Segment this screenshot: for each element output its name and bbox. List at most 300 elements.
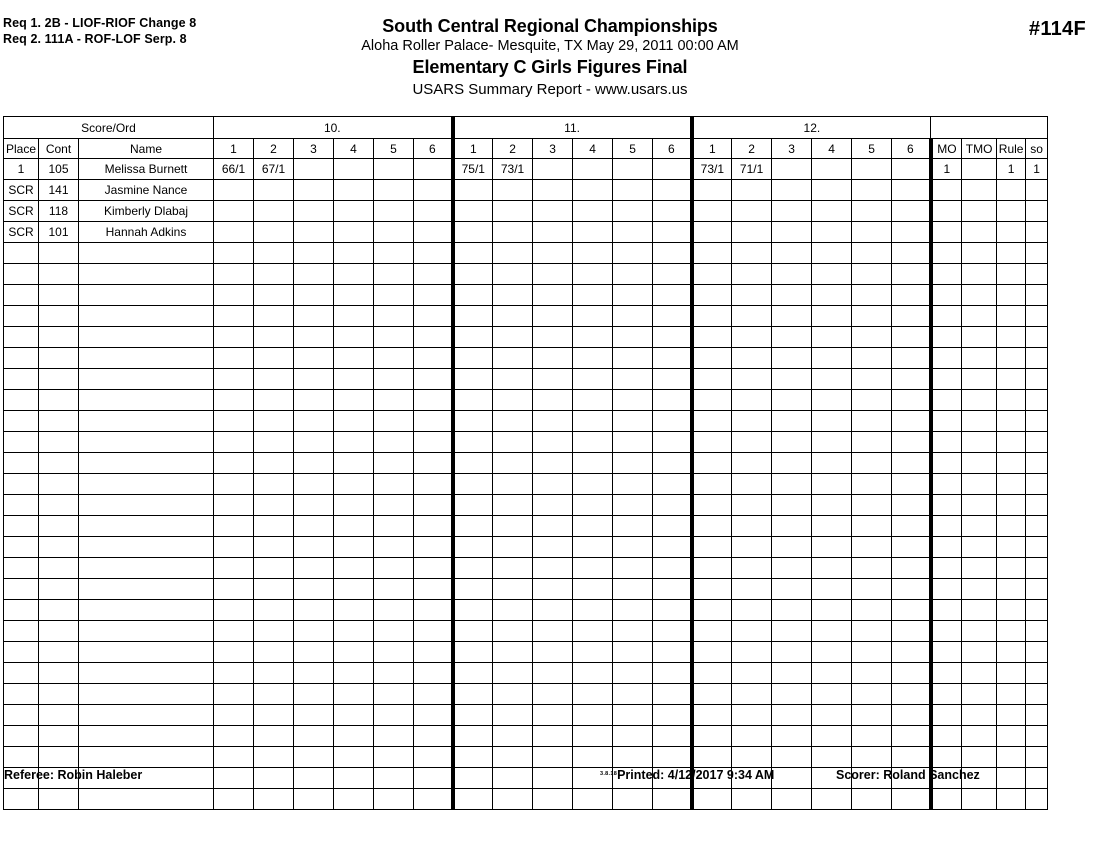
scorer-label: Scorer: Roland Sanchez	[836, 768, 980, 782]
cell-so	[1026, 348, 1048, 369]
cell-mo	[931, 747, 962, 768]
cell-score-1-2	[254, 243, 294, 264]
cell-score-3-4	[812, 243, 852, 264]
cell-score-1-5	[374, 579, 414, 600]
cell-rule	[997, 348, 1026, 369]
cell-place	[4, 453, 39, 474]
table-row-empty[interactable]	[4, 411, 1048, 432]
cell-mo	[931, 432, 962, 453]
cell-score-1-4	[334, 684, 374, 705]
cell-score-1-5	[374, 201, 414, 222]
meet-title: South Central Regional Championships	[382, 16, 718, 36]
cell-score-1-5	[374, 726, 414, 747]
cell-rule	[997, 369, 1026, 390]
cell-score-1-4	[334, 285, 374, 306]
cell-score-1-4	[334, 705, 374, 726]
cell-score-2-2	[493, 726, 533, 747]
cell-score-1-5	[374, 789, 414, 810]
report-subtitle: USARS Summary Report - www.usars.us	[412, 81, 688, 98]
cell-score-3-1	[692, 243, 732, 264]
cell-score-2-3	[533, 159, 573, 180]
cell-score-3-6	[892, 579, 931, 600]
cell-so	[1026, 579, 1048, 600]
cell-score-3-4	[812, 642, 852, 663]
cell-score-2-6	[653, 369, 692, 390]
table-row-empty[interactable]	[4, 453, 1048, 474]
cell-score-3-2	[732, 705, 772, 726]
print-info	[600, 768, 774, 782]
cell-score-3-2	[732, 789, 772, 810]
cell-score-3-1	[692, 684, 732, 705]
cell-score-2-4	[573, 705, 613, 726]
cell-score-2-2	[493, 306, 533, 327]
cell-score-1-2	[254, 705, 294, 726]
cell-cont	[39, 600, 79, 621]
cell-score-3-1	[692, 789, 732, 810]
cell-score-3-5	[852, 684, 892, 705]
table-row-empty[interactable]	[4, 390, 1048, 411]
cell-score-1-6	[414, 432, 453, 453]
cell-tmo	[962, 348, 997, 369]
cell-tmo	[962, 369, 997, 390]
cell-mo: 1	[931, 159, 962, 180]
column-header-cont: Cont	[39, 139, 79, 159]
table-row-empty[interactable]	[4, 243, 1048, 264]
table-row-empty[interactable]	[4, 663, 1048, 684]
column-header-name: Name	[79, 139, 214, 159]
table-row-empty[interactable]	[4, 369, 1048, 390]
cell-score-3-4	[812, 705, 852, 726]
cell-score-3-3	[772, 390, 812, 411]
cell-score-3-4	[812, 558, 852, 579]
cell-name: Melissa Burnett	[79, 159, 214, 180]
table-row-empty[interactable]	[4, 600, 1048, 621]
cell-score-2-4	[573, 369, 613, 390]
table-row-empty[interactable]	[4, 747, 1048, 768]
cell-score-3-3	[772, 243, 812, 264]
cell-score-2-5	[613, 747, 653, 768]
cell-so	[1026, 747, 1048, 768]
cell-score-1-6	[414, 621, 453, 642]
cell-score-3-5	[852, 474, 892, 495]
table-row-empty[interactable]	[4, 306, 1048, 327]
cell-score-3-6	[892, 285, 931, 306]
table-row-empty[interactable]	[4, 432, 1048, 453]
cell-score-2-1	[453, 201, 493, 222]
cell-score-3-4	[812, 726, 852, 747]
cell-score-1-1	[214, 537, 254, 558]
cell-score-1-3	[294, 285, 334, 306]
cell-score-3-3	[772, 306, 812, 327]
cell-score-1-4	[334, 453, 374, 474]
cell-score-2-3	[533, 684, 573, 705]
cell-score-1-6	[414, 474, 453, 495]
cell-tmo	[962, 579, 997, 600]
cell-tmo	[962, 432, 997, 453]
cell-score-2-5	[613, 600, 653, 621]
cell-rule	[997, 285, 1026, 306]
cell-score-2-6	[653, 432, 692, 453]
cell-score-2-2	[493, 684, 533, 705]
cell-place: SCR	[4, 180, 39, 201]
cell-name	[79, 579, 214, 600]
cell-cont	[39, 495, 79, 516]
cell-score-2-3	[533, 579, 573, 600]
table-row-empty[interactable]	[4, 558, 1048, 579]
cell-rule	[997, 390, 1026, 411]
cell-cont: 105	[39, 159, 79, 180]
table-row-empty[interactable]	[4, 516, 1048, 537]
cell-mo	[931, 327, 962, 348]
cell-score-3-6	[892, 705, 931, 726]
cell-score-2-3	[533, 180, 573, 201]
cell-cont	[39, 747, 79, 768]
table-row-empty[interactable]	[4, 537, 1048, 558]
cell-name	[79, 243, 214, 264]
cell-score-3-4	[812, 222, 852, 243]
cell-name	[79, 684, 214, 705]
cell-score-2-5	[613, 159, 653, 180]
cell-score-2-6	[653, 453, 692, 474]
cell-score-3-4	[812, 432, 852, 453]
column-header-row	[4, 139, 1048, 159]
table-row-empty[interactable]	[4, 684, 1048, 705]
table-row-empty[interactable]	[4, 789, 1048, 810]
table-row[interactable]	[4, 159, 1048, 180]
cell-score-1-4	[334, 432, 374, 453]
cell-score-1-4	[334, 663, 374, 684]
table-row[interactable]	[4, 201, 1048, 222]
cell-score-3-6	[892, 516, 931, 537]
cell-score-3-3	[772, 495, 812, 516]
cell-score-3-5	[852, 201, 892, 222]
cell-score-2-2	[493, 558, 533, 579]
table-row[interactable]	[4, 222, 1048, 243]
cell-mo	[931, 411, 962, 432]
cell-score-1-1	[214, 600, 254, 621]
cell-mo	[931, 306, 962, 327]
cell-score-2-4	[573, 348, 613, 369]
cell-so: 1	[1026, 159, 1048, 180]
cell-score-2-4	[573, 789, 613, 810]
cell-score-3-6	[892, 222, 931, 243]
cell-score-1-2	[254, 327, 294, 348]
cell-score-2-3	[533, 537, 573, 558]
page-footer	[0, 768, 1100, 790]
cell-score-3-1	[692, 642, 732, 663]
cell-score-3-5	[852, 621, 892, 642]
cell-score-1-4	[334, 411, 374, 432]
column-header-judge-1-1: 1	[214, 139, 254, 159]
cell-score-3-4	[812, 369, 852, 390]
cell-score-2-5	[613, 306, 653, 327]
cell-cont	[39, 516, 79, 537]
cell-score-2-2	[493, 243, 533, 264]
table-row-empty[interactable]	[4, 726, 1048, 747]
cell-score-1-2	[254, 726, 294, 747]
cell-score-2-2	[493, 705, 533, 726]
table-row-empty[interactable]	[4, 264, 1048, 285]
referee-label: Referee: Robin Haleber	[4, 768, 143, 782]
cell-cont	[39, 453, 79, 474]
cell-cont	[39, 327, 79, 348]
cell-score-1-6	[414, 642, 453, 663]
cell-score-3-5	[852, 264, 892, 285]
cell-score-2-6	[653, 327, 692, 348]
cell-mo	[931, 684, 962, 705]
table-row-empty[interactable]	[4, 285, 1048, 306]
column-header-judge-3-1: 1	[692, 139, 732, 159]
cell-score-2-3	[533, 411, 573, 432]
cell-score-1-3	[294, 390, 334, 411]
cell-score-1-2	[254, 306, 294, 327]
cell-rule	[997, 327, 1026, 348]
band-filler	[931, 117, 1048, 139]
table-row-empty[interactable]	[4, 495, 1048, 516]
cell-mo	[931, 579, 962, 600]
cell-score-1-3	[294, 684, 334, 705]
cell-score-2-5	[613, 222, 653, 243]
cell-so	[1026, 390, 1048, 411]
cell-score-2-5	[613, 243, 653, 264]
cell-score-2-3	[533, 789, 573, 810]
cell-score-1-6	[414, 159, 453, 180]
cell-score-1-3	[294, 159, 334, 180]
cell-score-2-2	[493, 264, 533, 285]
cell-score-2-1	[453, 537, 493, 558]
cell-score-3-6	[892, 159, 931, 180]
cell-score-2-5	[613, 495, 653, 516]
cell-score-1-3	[294, 600, 334, 621]
table-row-empty[interactable]	[4, 348, 1048, 369]
cell-score-2-6	[653, 243, 692, 264]
cell-score-3-1	[692, 390, 732, 411]
cell-score-1-1	[214, 243, 254, 264]
cell-score-2-1	[453, 747, 493, 768]
title-block	[0, 16, 1100, 100]
cell-score-2-4	[573, 684, 613, 705]
cell-score-3-3	[772, 579, 812, 600]
cell-score-3-4	[812, 621, 852, 642]
cell-score-3-4	[812, 159, 852, 180]
cell-score-3-6	[892, 348, 931, 369]
cell-score-2-6	[653, 663, 692, 684]
table-row-empty[interactable]	[4, 327, 1048, 348]
cell-score-1-1: 66/1	[214, 159, 254, 180]
cell-score-1-6	[414, 600, 453, 621]
cell-score-3-6	[892, 411, 931, 432]
cell-score-2-3	[533, 495, 573, 516]
cell-score-2-4	[573, 243, 613, 264]
cell-score-1-6	[414, 684, 453, 705]
cell-cont: 101	[39, 222, 79, 243]
cell-tmo	[962, 453, 997, 474]
cell-score-1-6	[414, 348, 453, 369]
cell-name	[79, 432, 214, 453]
cell-tmo	[962, 726, 997, 747]
cell-score-3-2	[732, 201, 772, 222]
cell-score-3-6	[892, 684, 931, 705]
cell-score-2-5	[613, 684, 653, 705]
cell-rule	[997, 621, 1026, 642]
cell-score-1-5	[374, 327, 414, 348]
cell-score-3-1	[692, 369, 732, 390]
cell-score-1-2	[254, 537, 294, 558]
cell-tmo	[962, 600, 997, 621]
cell-score-1-6	[414, 558, 453, 579]
cell-score-1-1	[214, 474, 254, 495]
cell-score-2-2	[493, 600, 533, 621]
table-row-empty[interactable]	[4, 705, 1048, 726]
cell-score-3-3	[772, 411, 812, 432]
column-header-judge-2-4: 4	[573, 139, 613, 159]
cell-cont	[39, 369, 79, 390]
cell-score-1-5	[374, 537, 414, 558]
cell-score-1-3	[294, 537, 334, 558]
cell-score-1-6	[414, 579, 453, 600]
cell-score-1-4	[334, 243, 374, 264]
cell-name: Kimberly Dlabaj	[79, 201, 214, 222]
cell-so	[1026, 432, 1048, 453]
cell-place	[4, 621, 39, 642]
cell-score-1-6	[414, 390, 453, 411]
cell-score-1-1	[214, 327, 254, 348]
cell-score-3-2	[732, 180, 772, 201]
cell-score-3-5	[852, 159, 892, 180]
cell-tmo	[962, 642, 997, 663]
cell-score-1-5	[374, 747, 414, 768]
cell-score-2-3	[533, 201, 573, 222]
cell-score-2-3	[533, 747, 573, 768]
cell-score-1-2	[254, 747, 294, 768]
cell-score-3-5	[852, 180, 892, 201]
cell-score-3-1	[692, 495, 732, 516]
cell-score-1-4	[334, 621, 374, 642]
column-header-judge-3-5: 5	[852, 139, 892, 159]
cell-score-2-3	[533, 369, 573, 390]
cell-cont	[39, 243, 79, 264]
cell-score-2-5	[613, 789, 653, 810]
table-row-empty[interactable]	[4, 579, 1048, 600]
cell-score-1-6	[414, 222, 453, 243]
cell-score-2-3	[533, 327, 573, 348]
cell-score-3-3	[772, 705, 812, 726]
cell-score-2-4	[573, 327, 613, 348]
cell-score-2-1	[453, 642, 493, 663]
cell-score-3-5	[852, 327, 892, 348]
cell-score-2-3	[533, 222, 573, 243]
cell-score-3-1	[692, 600, 732, 621]
cell-score-2-5	[613, 348, 653, 369]
cell-score-3-4	[812, 327, 852, 348]
cell-score-1-1	[214, 264, 254, 285]
cell-score-2-1	[453, 243, 493, 264]
cell-score-2-3	[533, 348, 573, 369]
cell-name	[79, 264, 214, 285]
table-row-empty[interactable]	[4, 642, 1048, 663]
cell-tmo	[962, 264, 997, 285]
cell-score-2-2	[493, 789, 533, 810]
cell-score-3-5	[852, 558, 892, 579]
cell-score-2-3	[533, 516, 573, 537]
cell-name	[79, 285, 214, 306]
table-row-empty[interactable]	[4, 474, 1048, 495]
cell-place	[4, 579, 39, 600]
cell-cont	[39, 348, 79, 369]
cell-score-1-2	[254, 516, 294, 537]
cell-score-1-5	[374, 684, 414, 705]
cell-tmo	[962, 327, 997, 348]
cell-so	[1026, 642, 1048, 663]
cell-mo	[931, 285, 962, 306]
cell-score-2-1	[453, 264, 493, 285]
cell-tmo	[962, 663, 997, 684]
cell-score-3-4	[812, 474, 852, 495]
cell-score-1-4	[334, 264, 374, 285]
cell-score-1-4	[334, 726, 374, 747]
cell-score-3-1	[692, 285, 732, 306]
cell-score-3-2	[732, 285, 772, 306]
cell-place: 1	[4, 159, 39, 180]
cell-score-1-2	[254, 264, 294, 285]
cell-cont	[39, 579, 79, 600]
cell-score-2-2	[493, 411, 533, 432]
cell-score-1-1	[214, 285, 254, 306]
cell-score-2-2	[493, 222, 533, 243]
table-row[interactable]	[4, 180, 1048, 201]
cell-score-3-5	[852, 432, 892, 453]
cell-score-2-3	[533, 243, 573, 264]
cell-score-2-3	[533, 285, 573, 306]
cell-score-2-5	[613, 705, 653, 726]
cell-score-1-5	[374, 600, 414, 621]
cell-score-1-6	[414, 411, 453, 432]
cell-score-3-2	[732, 516, 772, 537]
cell-rule	[997, 264, 1026, 285]
cell-mo	[931, 516, 962, 537]
cell-score-3-4	[812, 579, 852, 600]
cell-score-3-2	[732, 642, 772, 663]
cell-score-1-5	[374, 411, 414, 432]
cell-tmo	[962, 306, 997, 327]
cell-score-1-4	[334, 537, 374, 558]
cell-score-2-3	[533, 306, 573, 327]
cell-score-1-3	[294, 180, 334, 201]
cell-score-1-3	[294, 453, 334, 474]
cell-score-2-4	[573, 180, 613, 201]
cell-place	[4, 390, 39, 411]
cell-score-2-5	[613, 621, 653, 642]
cell-score-1-2: 67/1	[254, 159, 294, 180]
cell-score-3-6	[892, 558, 931, 579]
cell-mo	[931, 201, 962, 222]
cell-tmo	[962, 201, 997, 222]
cell-rule	[997, 474, 1026, 495]
cell-score-2-1	[453, 516, 493, 537]
cell-score-2-5	[613, 579, 653, 600]
cell-score-1-4	[334, 558, 374, 579]
cell-rule	[997, 600, 1026, 621]
cell-mo	[931, 789, 962, 810]
cell-score-3-5	[852, 411, 892, 432]
cell-score-1-3	[294, 579, 334, 600]
cell-score-1-1	[214, 306, 254, 327]
cell-score-1-6	[414, 243, 453, 264]
cell-place	[4, 747, 39, 768]
cell-tmo	[962, 558, 997, 579]
cell-place: SCR	[4, 222, 39, 243]
table-row-empty[interactable]	[4, 621, 1048, 642]
